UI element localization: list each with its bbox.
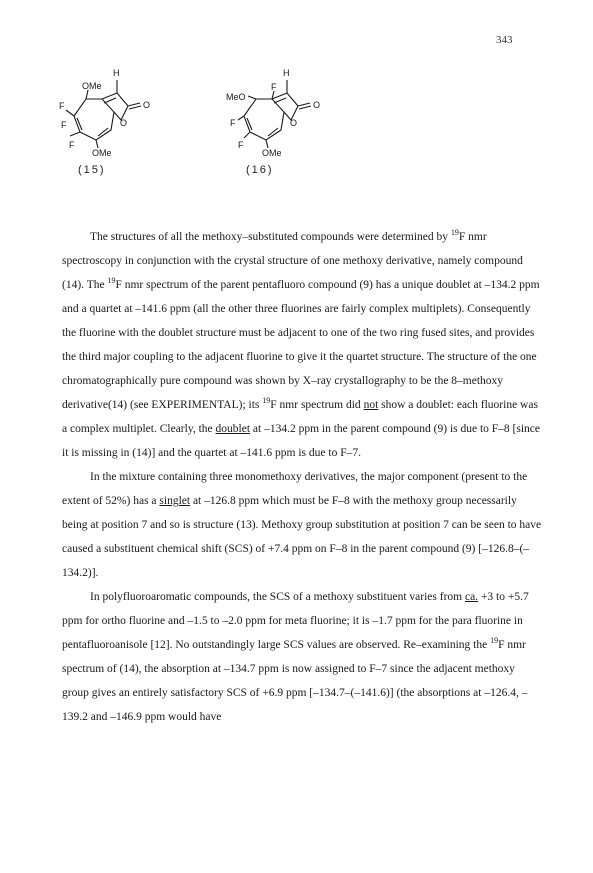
paragraph-2: [62, 465, 544, 585]
underlined-word: singlet: [159, 495, 191, 507]
structure-15-f-bottom: F: [69, 140, 75, 150]
structure-16: [216, 64, 346, 160]
structure-15-h: H: [113, 68, 120, 78]
structure-16-h: H: [283, 68, 290, 78]
text-run: In the mixture containing three monomethoxy derivatives, the major component (present to the extent of 52%) has a: [62, 471, 528, 507]
superscript: 19: [490, 636, 499, 646]
underlined-word: not: [363, 399, 379, 411]
text-run: at –126.8 ppm which must be F–8 with the methoxy group necessarily being at position 7 and so is structure (13). Methoxy group substitution at position 7 can be seen to have caused a substituent chemical shift (SCS) of +7.4 ppm on F–8 in the parent compound (9) [–126.8–(–134.2)].: [62, 495, 542, 579]
paragraph-1: [62, 225, 544, 465]
superscript: 19: [107, 276, 116, 286]
structure-16-o-carbonyl: O: [313, 100, 321, 110]
structure-16-f-left: F: [230, 118, 236, 128]
underlined-word: doublet: [215, 423, 251, 435]
text-run: F nmr spectroscopy in conjunction with the crystal structure of one methoxy derivative, namely compound (14). The: [62, 231, 523, 291]
structure-16-drawing: [216, 64, 346, 160]
text-run: In polyfluoroaromatic compounds, the SCS of a methoxy substituent varies from: [90, 591, 465, 603]
structure-15-f1: F: [59, 101, 65, 111]
text-run: F nmr spectrum of the parent pentafluoro compound (9) has a unique doublet at –134.2 ppm and a quartet at –141.6 ppm (all the other three fluorines are fairly complex multiplets). Consequently the fluorine with the doublet structure must be adjacent to one of the two ring fused sites, and provides the third major coupling to the adjacent fluorine to give it the quartet structure. The structure of the one chromatographically pure compound was shown by X–ray crystallography to be the 8–methoxy derivative(14) (see EXPERIMENTAL); its: [62, 279, 540, 411]
structure-16-o-ring: O: [290, 118, 298, 128]
structure-15: [46, 64, 176, 160]
structure-16-f-top: F: [271, 82, 277, 92]
text-run: show a doublet: each fluorine was a complex multiplet. Clearly, the: [62, 399, 538, 435]
body-text: [62, 225, 544, 729]
superscript: 19: [450, 228, 459, 238]
structure-15-ome-bottom: OMe: [92, 148, 112, 158]
text-run: F nmr spectrum did: [270, 399, 364, 411]
structure-16-f-bottom: F: [238, 140, 244, 150]
underlined-word: ca.: [464, 591, 479, 603]
structure-15-ome-top: OMe: [82, 81, 102, 91]
text-run: +3 to +5.7 ppm for ortho fluorine and –1.5 to –2.0 ppm for meta fluorine; it is –1.7 ppm for the para fluorine in pentafluoroanisole [12]. No outstandingly large SCS values are observed. Re–examining the: [62, 591, 529, 651]
structure-16-meo: MeO: [226, 92, 246, 102]
text-run: at –134.2 ppm in the parent compound (9) is due to F–8 [since it is missing in (14)] and the quartet at –141.6 ppm is due to F–7.: [62, 423, 541, 459]
structure-15-drawing: [46, 64, 176, 160]
superscript: 19: [262, 396, 271, 406]
structure-16-ome-bottom: OMe: [262, 148, 282, 158]
structure-15-label: (15): [78, 164, 106, 176]
structure-15-o-carbonyl: O: [143, 100, 151, 110]
structure-15-f2: F: [61, 120, 67, 130]
text-run: F nmr spectrum of (14), the absorption at –134.7 ppm is now assigned to F–7 since the adjacent methoxy group gives an entirely satisfactory SCS of +6.9 ppm [–134.7–(–141.6)] (the absorptions at –126.4, –139.2 and –146.9 ppm would have: [62, 639, 528, 723]
structure-15-o-ring: O: [120, 118, 128, 128]
page-number: 343: [496, 34, 513, 46]
paragraph-3: [62, 585, 544, 729]
text-run: The structures of all the methoxy–substituted compounds were determined by: [90, 231, 451, 243]
structure-16-label: (16): [246, 164, 274, 176]
